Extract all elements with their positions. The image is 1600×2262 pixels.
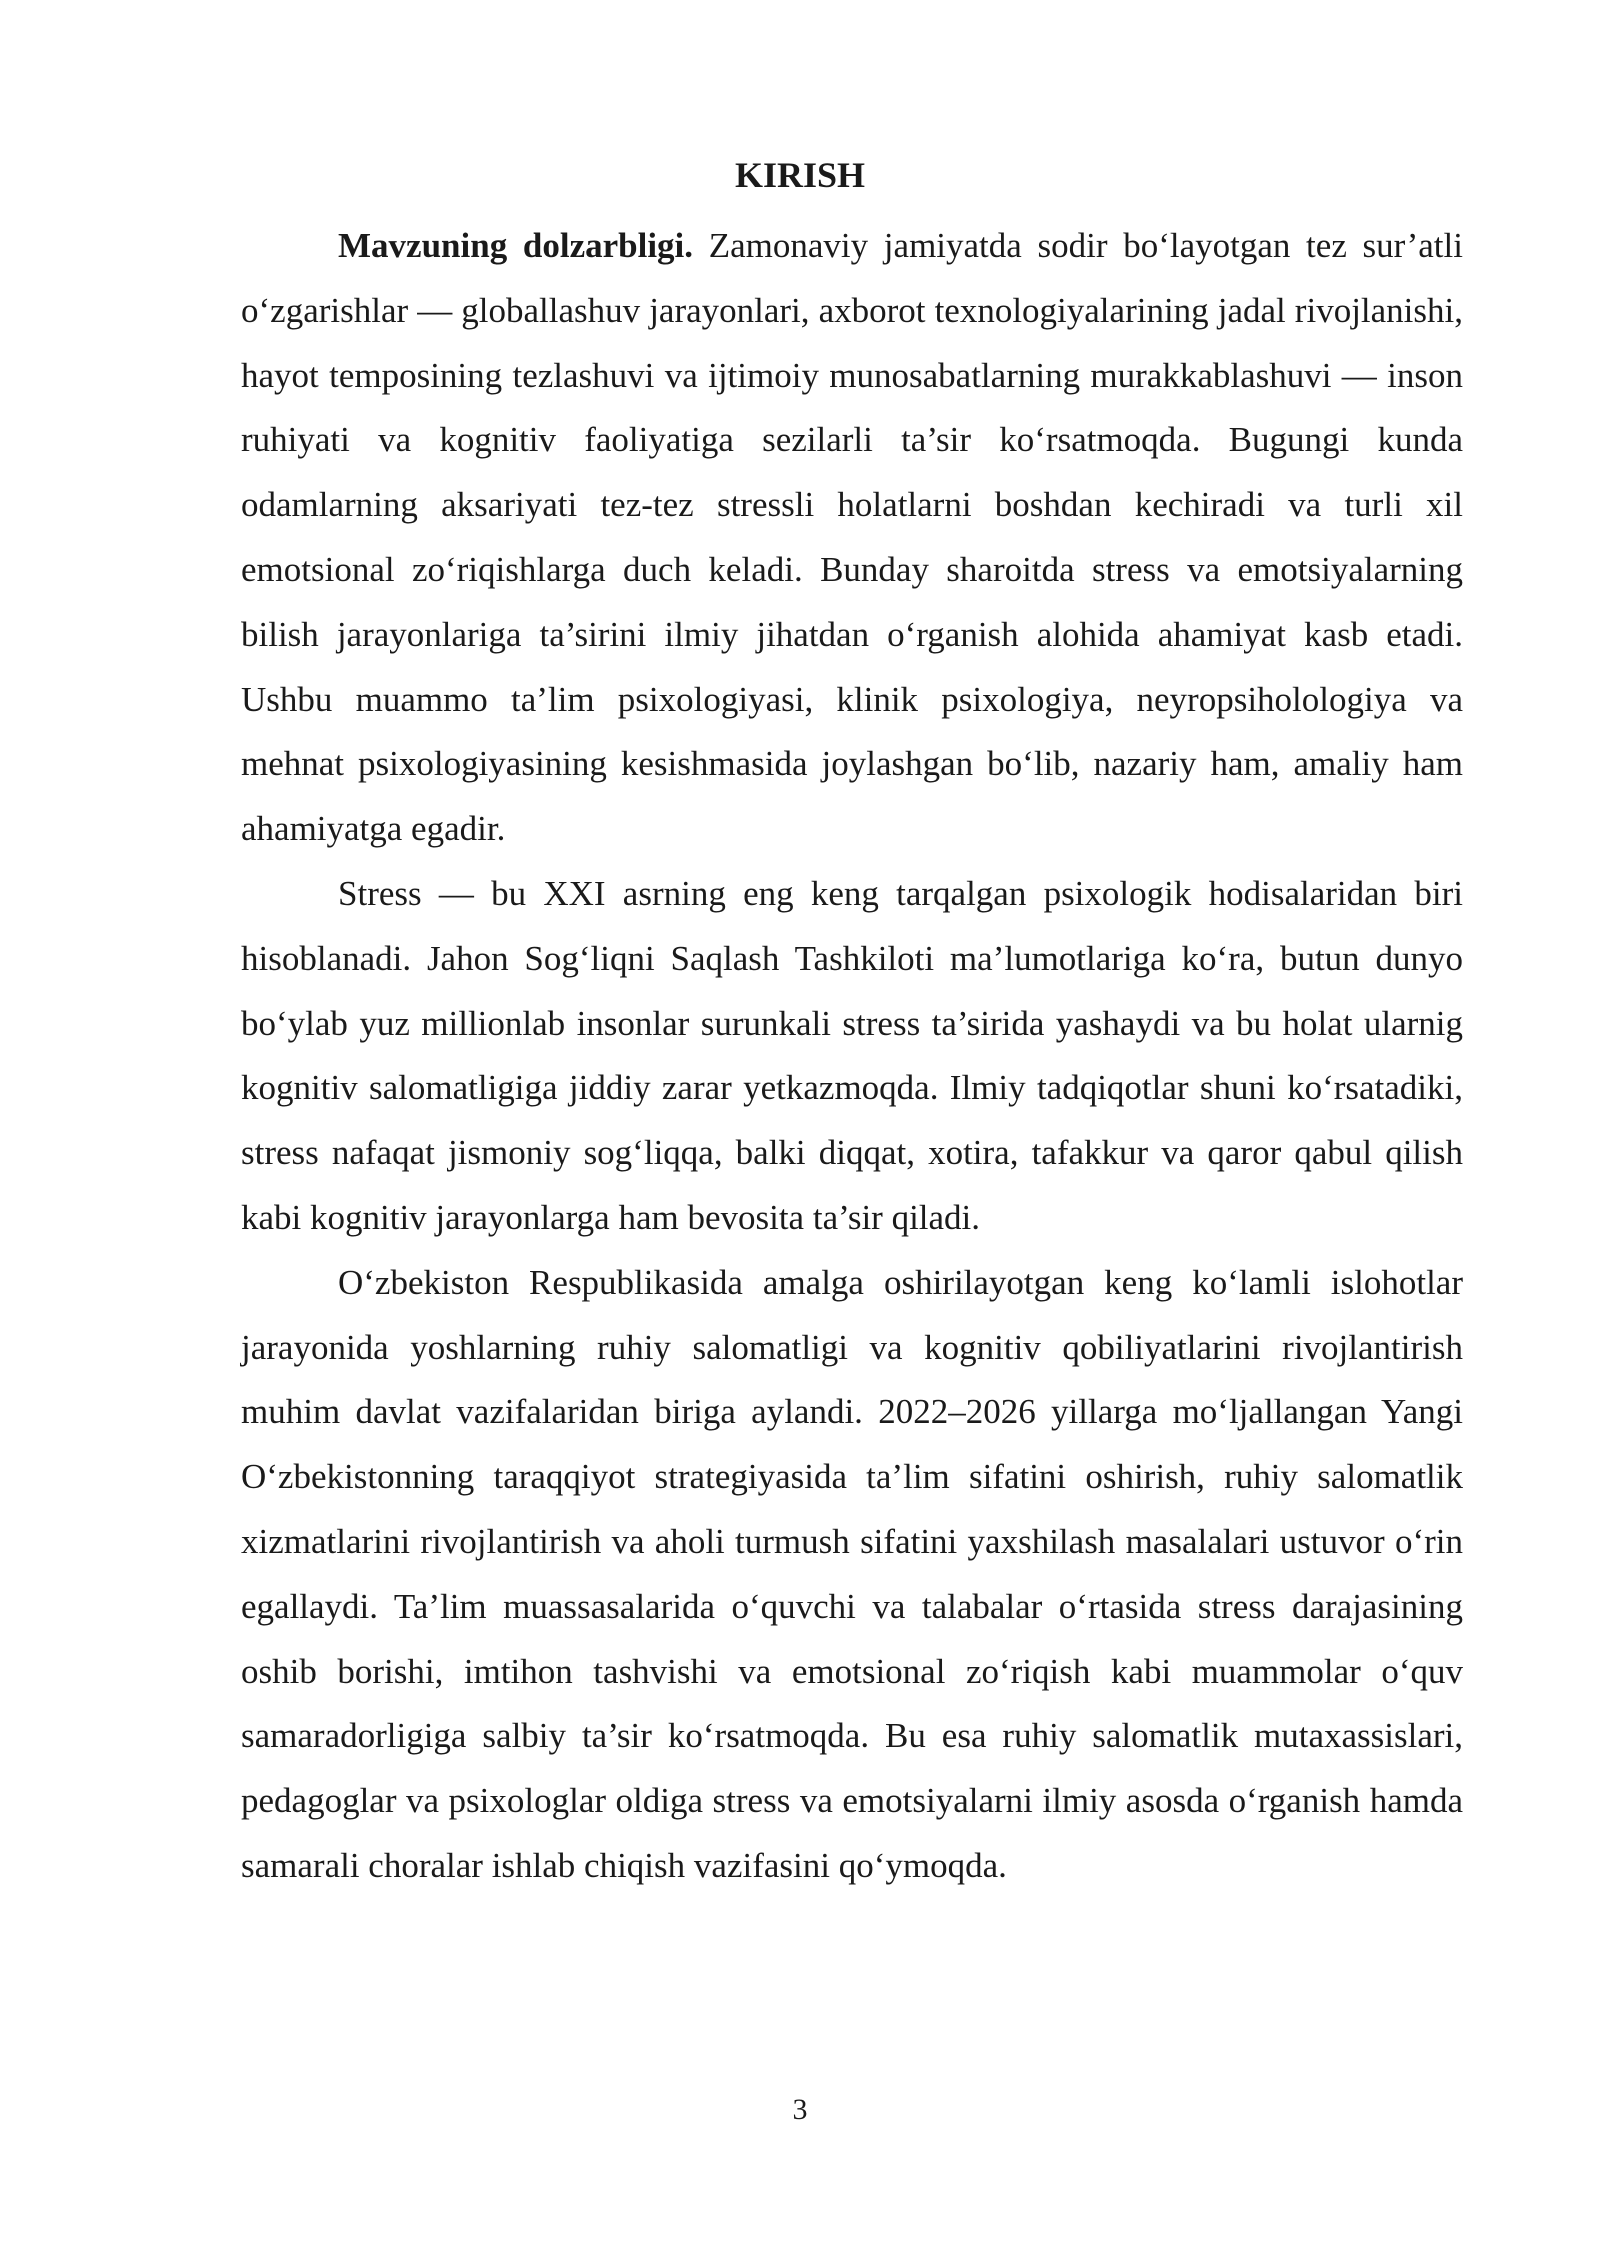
page-number: 3 [792,2093,808,2126]
paragraph-uzbekistan [241,1251,1463,1899]
paragraph-lead: Mavzuning dolzarbligi. [338,226,694,265]
paragraph-relevance [241,214,1463,862]
body-text [241,214,1463,1899]
section-heading: KIRISH [734,155,866,195]
paragraph-stress [241,862,1463,1251]
paragraph-text: Stress — bu XXI asrning eng keng tarqalgan psixologik hodisalaridan biri hisoblanadi. Jahon Sog‘liqni Saqlash Tashkiloti ma’lumotlariga ko‘ra, butun dunyo bo‘ylab yuz millionlab insonlar surunkali stress ta’sirida yashaydi va bu holat ularnig kognitiv salomatligiga jiddiy zarar yetkazmoqda. Ilmiy tadqiqotlar shuni ko‘rsatadiki, stress nafaqat jismoniy sog‘liqqa, balki diqqat, xotira, tafakkur va qaror qabul qilish kabi kognitiv jarayonlarga ham bevosita ta’sir qiladi. [241,873,1463,1237]
paragraph-text: O‘zbekiston Respublikasida amalga oshirilayotgan keng ko‘lamli islohotlar jarayonida yoshlarning ruhiy salomatligi va kognitiv qobiliyatlarini rivojlantirish muhim davlat vazifalaridan biriga aylandi. 2022–2026 yillarga mo‘ljallangan Yangi O‘zbekistonning taraqqiyot strategiyasida ta’lim sifatini oshirish, ruhiy salomatlik xizmatlarini rivojlantirish va aholi turmush sifatini yaxshilash masalalari ustuvor o‘rin egallaydi. Ta’lim muassasalarida o‘quvchi va talabalar o‘rtasida stress darajasining oshib borishi, imtihon tashvishi va emotsional zo‘riqish kabi muammolar o‘quv samaradorligiga salbiy ta’sir ko‘rsatmoqda. Bu esa ruhiy salomatlik mutaxassislari, pedagoglar va psixologlar oldiga stress va emotsiyalarni ilmiy asosda o‘rganish hamda samarali choralar ishlab chiqish vazifasini qo‘ymoqda. [241,1262,1463,1885]
paragraph-text: Zamonaviy jamiyatda sodir bo‘layotgan tez sur’atli o‘zgarishlar — globallashuv jarayonlari, axborot texnologiyalarining jadal rivojlanishi, hayot temposining tezlashuvi va ijtimoiy munosabatlarning murakkablashuvi — inson ruhiyati va kognitiv faoliyatiga sezilarli ta’sir ko‘rsatmoqda. Bugungi kunda odamlarning aksariyati tez-tez stressli holatlarni boshdan kechiradi va turli xil emotsional zo‘riqishlarga duch keladi. Bunday sharoitda stress va emotsiyalarning bilish jarayonlariga ta’sirini ilmiy jihatdan o‘rganish alohida ahamiyat kasb etadi. Ushbu muammo ta’lim psixologiyasi, klinik psixologiya, neyropsiholologiya va mehnat psixologiyasining kesishmasida joylashgan bo‘lib, nazariy ham, amaliy ham ahamiyatga egadir. [241,226,1463,849]
